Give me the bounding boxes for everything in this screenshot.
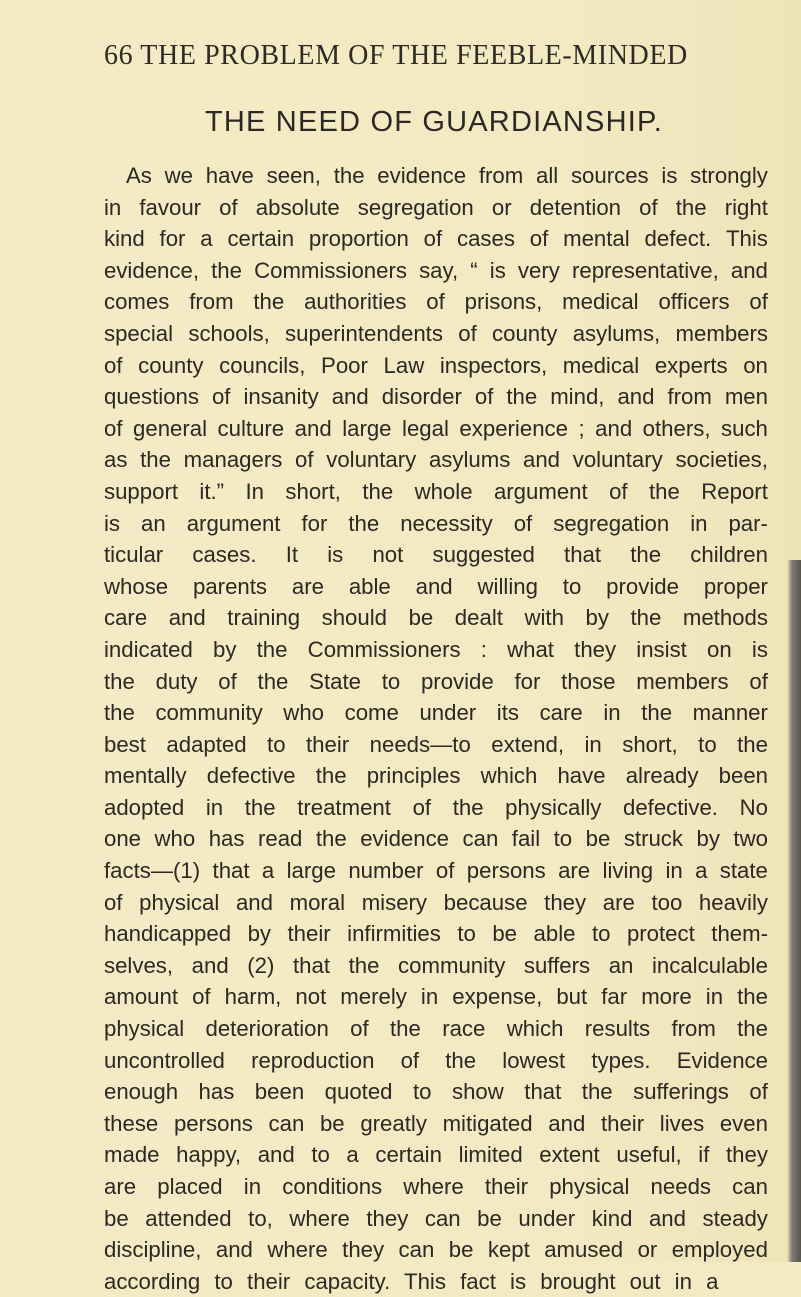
text-line: of county councils, Poor Law inspectors, medical experts on <box>104 352 768 378</box>
running-head: 66 THE PROBLEM OF THE FEEBLE-MINDED <box>104 40 688 71</box>
text-line: be attended to, where they can be under kind and steady <box>104 1205 768 1231</box>
text-line: these persons can be greatly mitigated and their lives even <box>104 1110 768 1136</box>
text-line: As we have seen, the evidence from all sources is strongly <box>126 163 768 188</box>
text-line: one who has read the evidence can fail to be struck by two <box>104 826 768 852</box>
text-line: enough has been quoted to show that the sufferings of <box>104 1079 768 1105</box>
text-line: best adapted to their needs—to extend, in short, to the <box>104 731 768 757</box>
text-line: the duty of the State to provide for those members of <box>104 668 768 694</box>
text-line: the community who come under its care in the manner <box>104 700 768 726</box>
text-line: made happy, and to a certain limited extent useful, if they <box>104 1142 768 1168</box>
text-line: are placed in conditions where their physical needs can <box>104 1174 768 1199</box>
text-line: facts—(1) that a large number of persons are living in a state <box>104 858 768 884</box>
text-line: is an argument for the necessity of segregation in par- <box>104 510 768 536</box>
text-line: of physical and moral misery because they are too heavily <box>104 889 768 915</box>
text-line: in favour of absolute segregation or detention of the right <box>104 194 768 220</box>
text-line: care and training should be dealt with by the methods <box>104 605 768 631</box>
text-line: handicapped by their infirmities to be able to protect them- <box>104 921 768 947</box>
text-line: as the managers of voluntary asylums and voluntary societies, <box>104 447 768 473</box>
text-line: physical deterioration of the race which results from the <box>104 1016 768 1042</box>
text-line: evidence, the Commissioners say, “ is very representative, and <box>104 257 768 283</box>
text-line: amount of harm, not merely in expense, but far more in the <box>104 984 768 1010</box>
text-line: questions of insanity and disorder of the mind, and from men <box>104 384 768 410</box>
text-line: selves, and (2) that the community suffers an incalculable <box>104 952 768 978</box>
text-line: comes from the authorities of prisons, medical officers of <box>104 289 768 315</box>
text-line: according to their capacity. This fact is brought out in a <box>104 1268 719 1294</box>
text-line: whose parents are able and willing to provide proper <box>104 573 768 599</box>
page-edge-shadow <box>787 560 801 1262</box>
section-title: THE NEED OF GUARDIANSHIP. <box>204 106 664 138</box>
text-line: mentally defective the principles which have already been <box>104 763 768 789</box>
text-line: support it.” In short, the whole argument of the Report <box>104 478 768 504</box>
text-line: indicated by the Commissioners : what they insist on is <box>104 636 768 662</box>
text-line: ticular cases. It is not suggested that the children <box>104 542 768 568</box>
text-line: kind for a certain proportion of cases of mental defect. This <box>104 226 768 252</box>
text-line: of general culture and large legal experience ; and others, such <box>104 415 768 441</box>
text-line: special schools, superintendents of county asylums, members <box>104 320 768 346</box>
text-line: discipline, and where they can be kept amused or employed <box>104 1237 768 1263</box>
text-line: uncontrolled reproduction of the lowest types. Evidence <box>104 1047 768 1073</box>
body-text <box>104 160 768 1297</box>
text-line: adopted in the treatment of the physically defective. No <box>104 794 768 820</box>
